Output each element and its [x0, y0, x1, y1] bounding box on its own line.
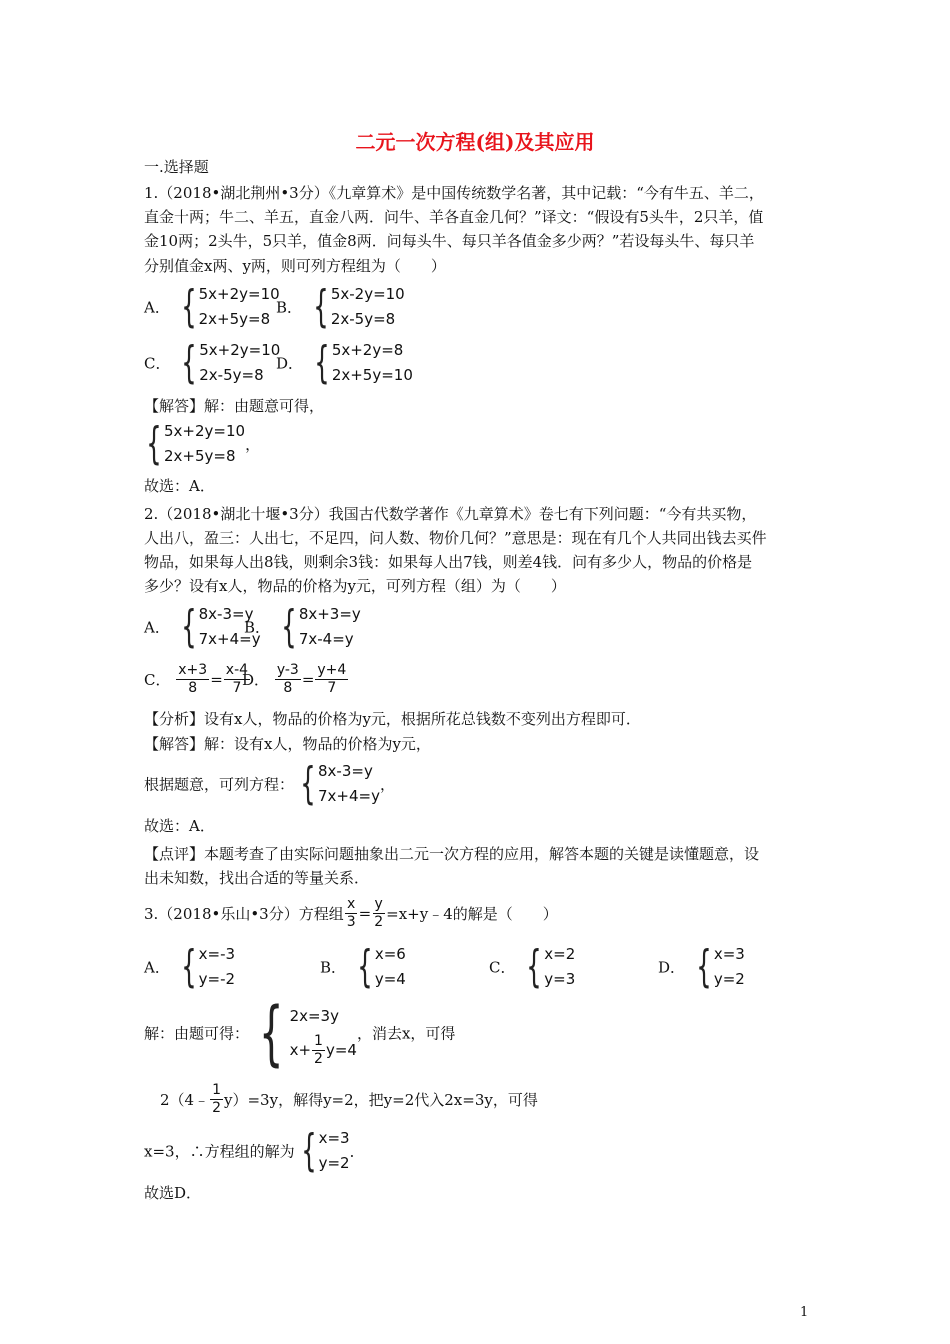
option-label: B．: [276, 298, 303, 317]
q2-option-d: [242, 662, 349, 697]
eq-row-1: 5x+2y=8: [331, 341, 404, 359]
eq-row-2: 2x+5y=10: [331, 366, 413, 384]
punctuation: ，: [245, 435, 261, 454]
eq-row-1: x=3: [713, 945, 745, 963]
q1-line-4: 分别值金x两、y两，则可列方程组为（ ）: [144, 257, 446, 275]
equation-system: { 8x+3=y 7x-4=y: [281, 601, 361, 652]
q3-option-d: [658, 942, 745, 992]
q1-option-b: [276, 282, 405, 332]
eq-row-2: y=2: [318, 1154, 350, 1172]
equation-system: { 5x+2y=10 2x+5y=8: [180, 281, 280, 332]
denominator: 3: [346, 914, 356, 930]
q3-option-a: [144, 942, 235, 992]
eq-row-2: y=2: [713, 970, 745, 988]
eq-row-2: y=3: [544, 970, 576, 988]
eq-part: y=4: [325, 1040, 357, 1059]
option-label: D．: [658, 958, 686, 977]
q1-option-c: [144, 338, 280, 388]
page-title: 二元一次方程(组)及其应用: [355, 130, 595, 154]
q1-conclusion: 故选：A．: [144, 477, 215, 495]
option-label: D．: [276, 354, 304, 373]
option-label: B．: [320, 958, 347, 977]
q3-option-c: [489, 942, 575, 992]
solution-prefix: 解：由题可得：: [144, 1024, 250, 1043]
option-label: D．: [242, 671, 270, 689]
equals-sign: =: [301, 670, 315, 689]
page-number: 1: [800, 1305, 809, 1320]
denominator: 8: [283, 680, 293, 696]
solution-tail: ，消去x，可得: [356, 1024, 456, 1043]
option-label: A．: [144, 298, 170, 317]
q2-answer-intro: 【解答】解：设有x人，物品的价格为y元，: [144, 735, 431, 753]
equation-system: { 8x-3=y 7x+4=y: [300, 758, 380, 809]
q2-comment-line-1: 【点评】本题考查了由实际问题抽象出二元一次方程的应用，解答本题的关键是读懂题意，设: [144, 845, 760, 863]
numerator: y: [374, 896, 383, 912]
equation-system: { 5x+2y=10 2x+5y=8: [146, 418, 246, 469]
final-prefix: x=3，∴方程组的解为: [144, 1142, 295, 1161]
eq-row-1: x=-3: [198, 945, 236, 963]
q3-prefix: 3.（2018•乐山•3分）方程组: [144, 905, 344, 923]
eq-row-2: 7x+4=y: [198, 630, 261, 648]
numerator: 1: [314, 1032, 323, 1049]
q3-final: [144, 1126, 365, 1176]
fraction: [312, 1033, 325, 1068]
equation-system: { 5x+2y=8 2x+5y=10: [314, 337, 413, 388]
option-label: C．: [144, 354, 171, 373]
equation-system: { x=3 y=2: [696, 941, 745, 992]
fraction: [275, 662, 301, 697]
eq-row-1: 5x+2y=10: [199, 341, 281, 359]
q1-answer-system: [140, 419, 260, 469]
denominator: 7: [232, 680, 242, 696]
numerator: y-3: [276, 662, 299, 678]
eq-row-2: 2x+5y=8: [164, 447, 236, 465]
answer-prefix: 根据题意，可列方程：: [144, 775, 295, 794]
eq-row-2: 7x+4=y: [318, 787, 380, 805]
eq-row-2: y=-2: [198, 970, 236, 988]
q1-line-2: 直金十两；牛二、羊五，直金八两．问牛、羊各直金几何？”译文：“假设有5头牛，2只羊，值: [144, 208, 764, 226]
eq-row-1: x=2: [544, 945, 576, 963]
eq-row-1: x=6: [374, 945, 406, 963]
q1-option-d: [276, 338, 413, 388]
eq-row-1: 8x-3=y: [318, 762, 373, 780]
eq-row-1: 2x=3y: [289, 1006, 339, 1025]
denominator: 2: [212, 1100, 222, 1116]
option-label: C．: [144, 671, 171, 689]
q1-line-1: 1.（2018•湖北荆州•3分）《九章算术》是中国传统数学名著，其中记载：“今有牛五、羊二，: [144, 184, 764, 202]
equation-system: { 5x+2y=10 2x-5y=8: [181, 337, 281, 388]
punctuation: ，: [380, 775, 396, 794]
equation-system: { x=3 y=2: [300, 1125, 350, 1176]
q3-suffix: =x+y﹣4的解是（ ）: [386, 905, 558, 923]
numerator: x+3: [178, 662, 208, 678]
numerator: x-4: [225, 662, 249, 678]
fraction: [372, 896, 385, 931]
equation-system: { x=6 y=4: [357, 941, 406, 992]
q2-comment-line-2: 出未知数，找出合适的等量关系．: [144, 869, 370, 887]
eq-row-2: [290, 1033, 357, 1068]
section-heading: 一.选择题: [144, 158, 209, 176]
fraction: [210, 1082, 223, 1117]
q1-line-3: 金10两；2头牛，5只羊，值金8两．问每头牛、每只羊各值金多少两？”若设每头牛、每只羊: [144, 232, 755, 250]
eq-row-1: 5x-2y=10: [330, 285, 405, 303]
eq-row-1: 5x+2y=10: [198, 285, 280, 303]
numerator: y+4: [317, 662, 347, 678]
option-label: A．: [144, 958, 170, 977]
q3-conclusion: 故选D．: [144, 1184, 202, 1202]
step-part-a: 2（4﹣: [160, 1091, 210, 1109]
q3-stem: [144, 896, 558, 931]
equation-system: { 8x-3=y 7x+4=y: [180, 601, 261, 652]
fraction: [315, 662, 348, 697]
fraction: [176, 662, 209, 697]
q2-line-1: 2.（2018•湖北十堰•3分）我国古代数学著作《九章算术》卷七有下列问题：“今有共买物，: [144, 505, 757, 523]
eq-part: x+: [289, 1040, 312, 1059]
eq-row-2: y=4: [374, 970, 406, 988]
equals-sign: =: [210, 670, 223, 689]
q2-answer-system: [144, 759, 395, 809]
step-part-b: y）=3y，解得y=2，把y=2代入2x=3y，可得: [224, 1091, 538, 1109]
q1-answer-intro: 【解答】解：由题意可得，: [144, 397, 325, 415]
q2-line-4: 多少？设有x人，物品的价格为y元，可列方程（组）为（ ）: [144, 577, 566, 595]
q3-option-b: [320, 942, 406, 992]
q2-option-c: [144, 662, 251, 697]
q2-line-3: 物品，如果每人出8钱，则剩余3钱：如果每人出7钱，则差4钱．问有多少人，物品的价格是: [144, 553, 753, 571]
fraction: [345, 896, 358, 931]
eq-row-1: 8x-3=y: [198, 605, 254, 623]
eq-row-1: x=3: [318, 1129, 350, 1147]
option-label: A．: [144, 618, 170, 637]
q2-analysis: 【分析】设有x人，物品的价格为y元，根据所花总钱数不变列出方程即可．: [144, 710, 641, 728]
numerator: 1: [212, 1082, 222, 1098]
equals-sign: =: [358, 904, 372, 923]
eq-row-2: 2x+5y=8: [198, 310, 271, 328]
equation-system: { x=-3 y=-2: [180, 941, 236, 992]
denominator: 2: [314, 1050, 323, 1067]
eq-row-2: 2x-5y=8: [199, 366, 264, 384]
q2-line-2: 人出八，盈三：人出七，不足四，问人数、物价几何？”意思是：现在有几个人共同出钱去买件: [144, 529, 767, 547]
equation-system: { 2x=3y x+ $\frac{1}{2}$ y=4: [259, 992, 357, 1074]
q2-conclusion: 故选：A．: [144, 817, 215, 835]
equation-system: { x=2 y=3: [526, 941, 576, 992]
denominator: 2: [374, 914, 384, 930]
q3-solution-system: [144, 992, 456, 1074]
eq-row-1: 5x+2y=10: [164, 422, 246, 440]
option-label: B．: [244, 618, 271, 637]
punctuation: ．: [349, 1142, 365, 1161]
eq-row-1: 8x+3=y: [298, 605, 361, 623]
q2-option-b: [244, 602, 361, 652]
eq-row-2: 7x-4=y: [298, 630, 354, 648]
option-label: C．: [489, 958, 516, 977]
denominator: 7: [327, 680, 337, 696]
eq-row-2: 2x-5y=8: [330, 310, 396, 328]
q3-step: [160, 1082, 538, 1117]
q1-option-a: [144, 282, 280, 332]
numerator: x: [347, 896, 356, 912]
denominator: 8: [188, 680, 198, 696]
equation-system: { 5x-2y=10 2x-5y=8: [313, 281, 405, 332]
